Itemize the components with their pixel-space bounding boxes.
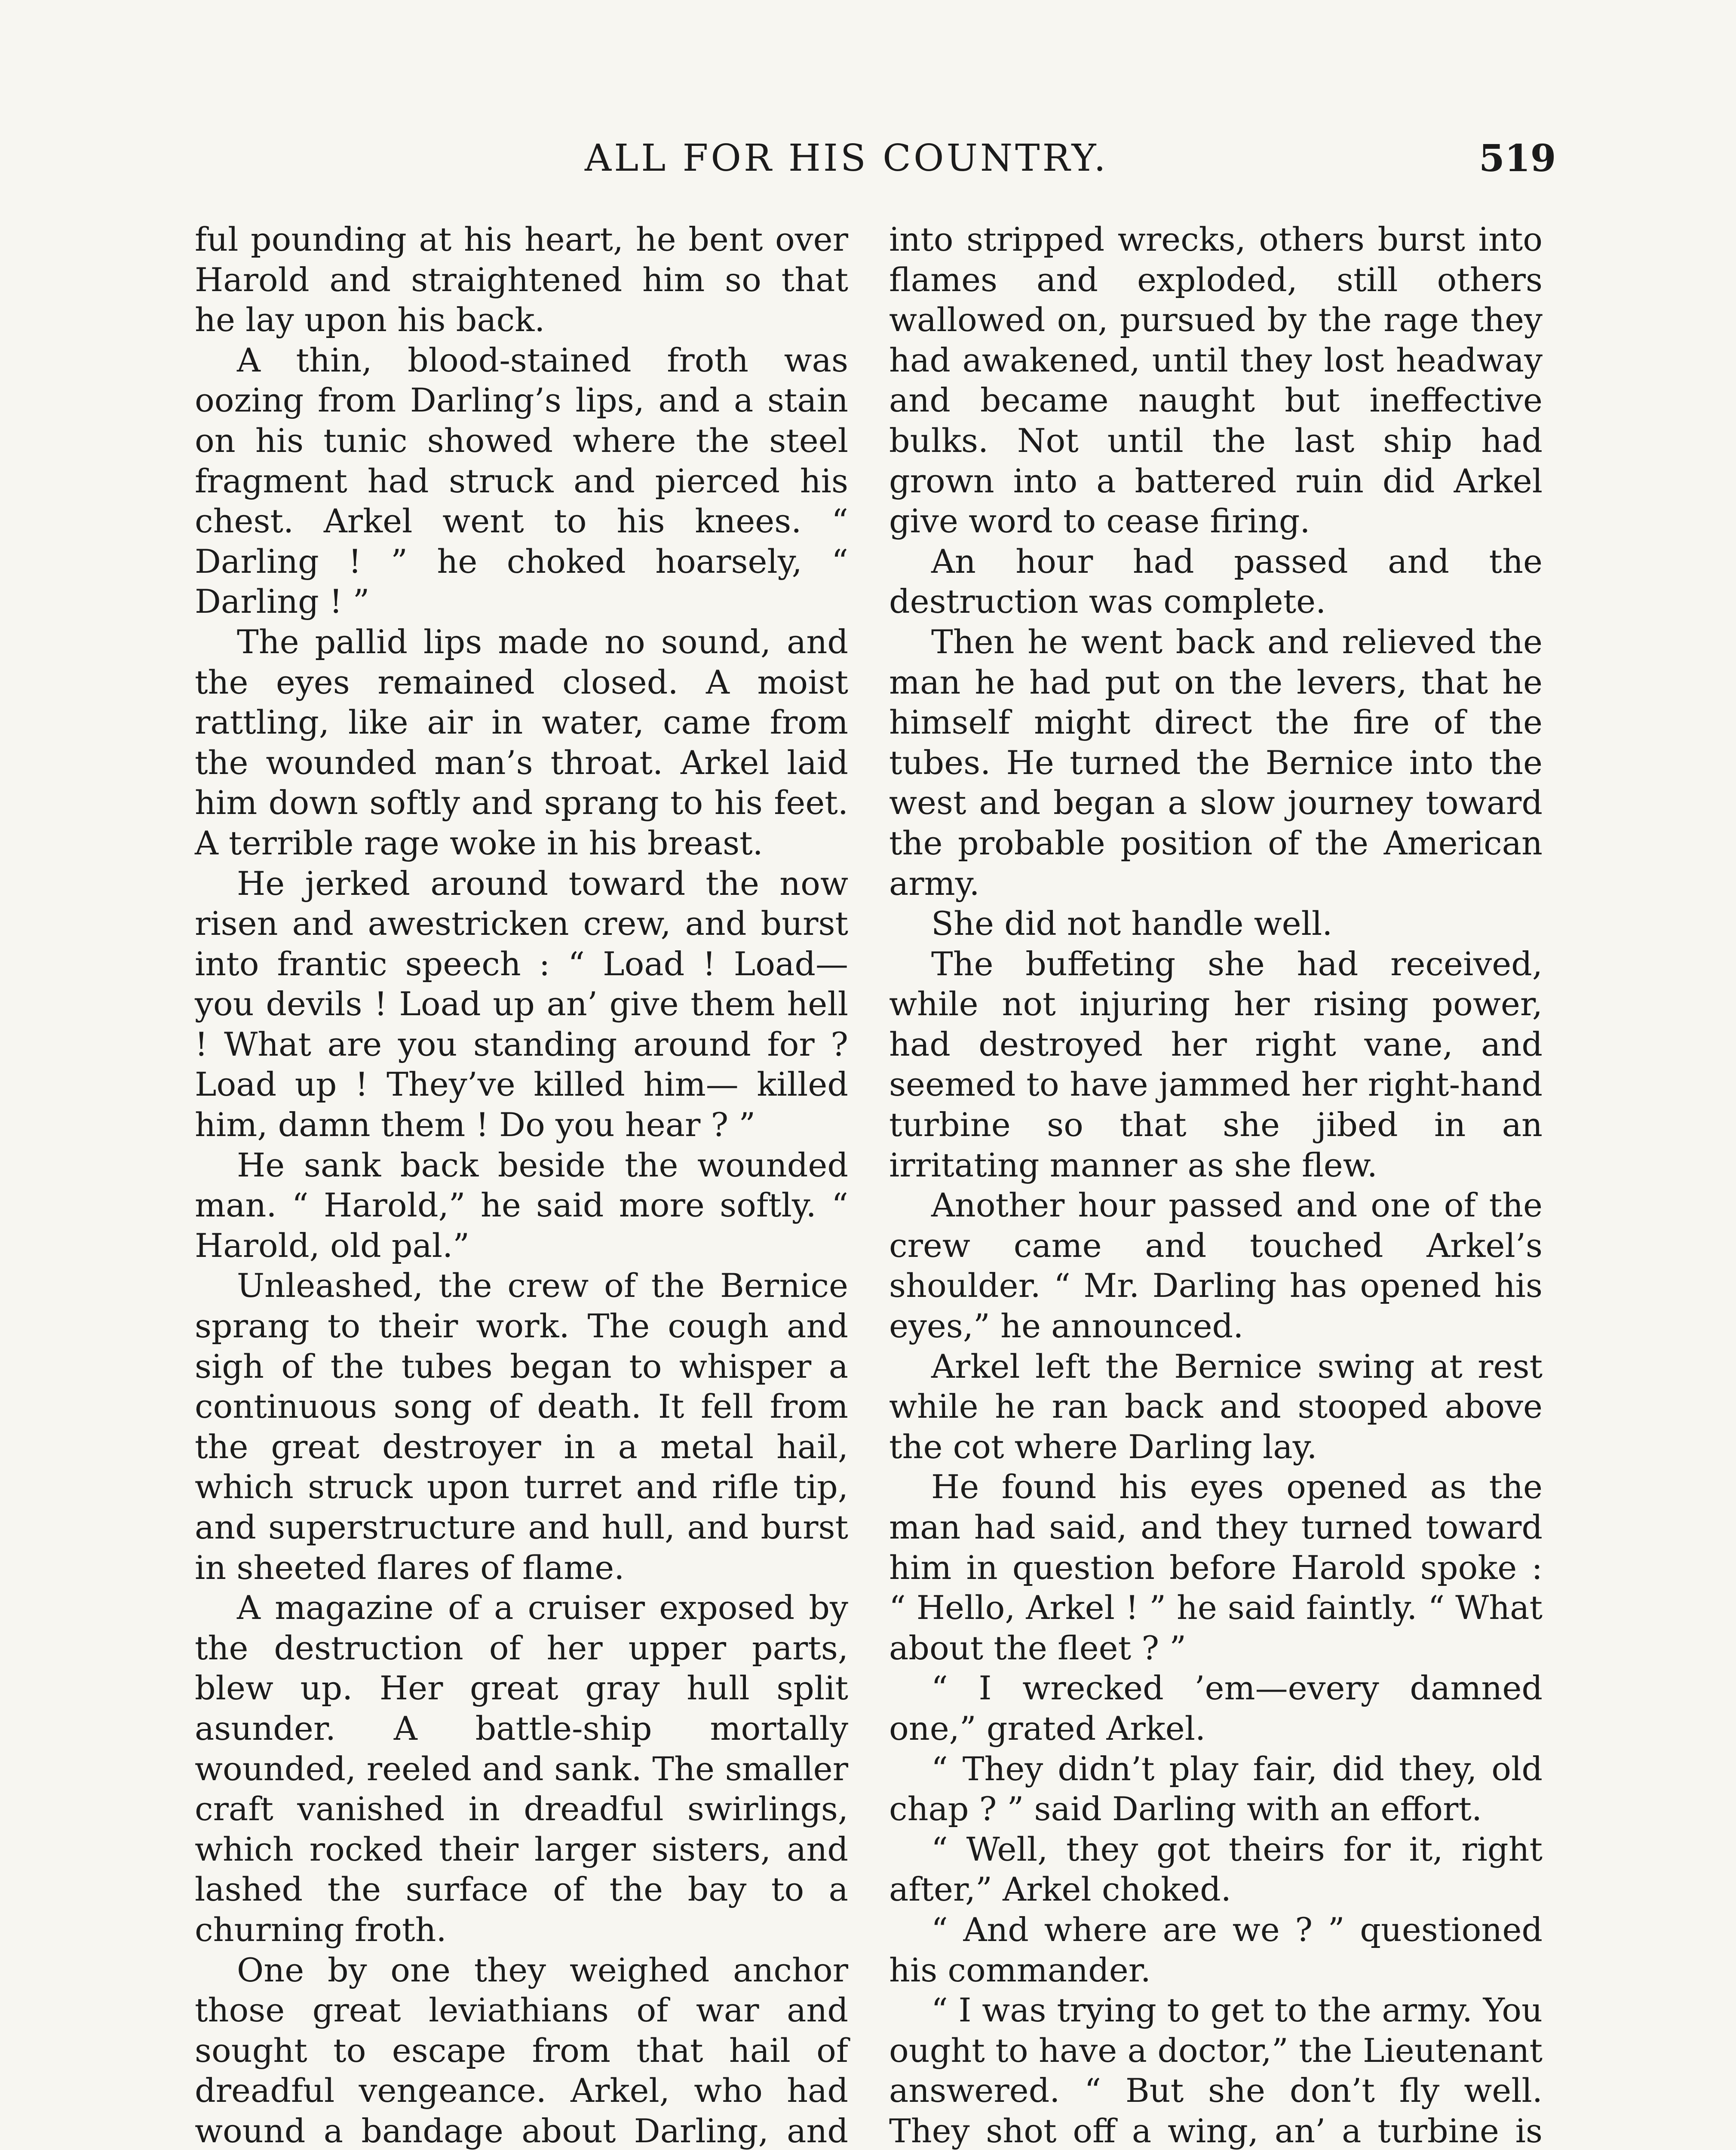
paragraph: One by one they weighed anchor those great leviathians of war and sought to escape from that hail of dreadful vengeance. Arkel, who had wound a bandage about Darling, and [195,1950,848,2150]
paragraph: Then he went back and relieved the man he had put on the levers, that he himself might direct the fire of the tubes. He turned the Bernice into the west and began a slow journey toward the probable position of the American army. [889,622,1543,903]
paragraph: She did not handle well. [931,904,1333,943]
paragraph: Arkel left the Bernice swing at rest while he ran back and stooped above the cot where Darling lay. [889,1347,1543,1466]
paragraph: A thin, blood-stained froth was oozing from Darling’s lips, and a stain on his tunic showed where the steel fragment had struck and pierced his chest. Arkel went to his knees. “ Darling ! ” he choked hoarsely, “ Darling ! ” [195,341,848,621]
paragraph: He sank back beside the wounded man. “ Harold,” he said more softly. “ Harold, old pal.” [195,1146,848,1265]
paragraph: “ They didn’t play fair, did they, old chap ? ” said Darling with an effort. [889,1749,1543,1828]
paragraph: An hour had passed and the destruction was complete. [889,542,1543,621]
paragraph: ful pounding at his heart, he bent over Harold and straightened him so that he lay upon his back. [195,220,848,339]
paragraph: “ I was trying to get to the army. You ought to have a doctor,” the Lieutenant answered. “ But she don’t fly well. They shot off a wing, an’ a turbine is [889,1991,1543,2150]
left-column [195,219,848,2150]
paragraph: A magazine of a cruiser exposed by the destruction of her upper parts, blew up. Her great gray hull split asunder. A battle-ship mortally wounded, reeled and sank. The smaller craft vanished in dreadful swirlings, which rocked their larger sisters, and lashed the surface of the bay to a churning froth. [195,1588,848,1949]
paragraph: into stripped wrecks, others burst into flames and exploded, still others wallowed on, pursued by the rage they had awakened, until they lost headway and became naught but ineffective bulks. Not until the last ship had grown into a battered ruin did Arkel give word to cease firing. [889,220,1543,541]
paragraph: The pallid lips made no sound, and the eyes remained closed. A moist rattling, like air in water, came from the wounded man’s throat. Arkel laid him down softly and sprang to his feet. A terrible rage woke in his breast. [195,622,848,862]
right-column [889,219,1543,2150]
paragraph: The buffeting she had received, while not injuring her rising power, had destroyed her right vane, and seemed to have jammed her right-hand turbine so that she jibed in an irritating manner as she flew. [889,944,1543,1184]
paragraph: “ Well, they got theirs for it, right after,” Arkel choked. [889,1830,1543,1909]
paragraph: He found his eyes opened as the man had said, and they turned toward him in question before Harold spoke : “ Hello, Arkel ! ” he said faintly. “ What about the fleet ? ” [889,1468,1543,1667]
paragraph: “ And where are we ? ” questioned his commander. [889,1910,1543,1989]
page-number: 519 [1479,137,1556,180]
paragraph: Another hour passed and one of the crew came and touched Arkel’s shoulder. “ Mr. Darling has opened his eyes,” he announced. [889,1186,1543,1345]
paragraph: “ I wrecked ’em—every damned one,” grated Arkel. [889,1669,1543,1748]
paragraph: He jerked around toward the now risen and awestricken crew, and burst into frantic speech : “ Load ! Load— you devils ! Load up an’ give them hell ! What are you standing around for ? Load up ! They’ve killed him— killed him, damn them ! Do you hear ? ” [195,864,848,1144]
paragraph: Unleashed, the crew of the Bernice sprang to their work. The cough and sigh of the tubes began to whisper a continuous song of death. It fell from the great destroyer in a metal hail, which struck upon turret and rifle tip, and superstructure and hull, and burst in sheeted flares of flame. [195,1266,848,1587]
running-header: ALL FOR HIS COUNTRY. [585,137,1108,180]
